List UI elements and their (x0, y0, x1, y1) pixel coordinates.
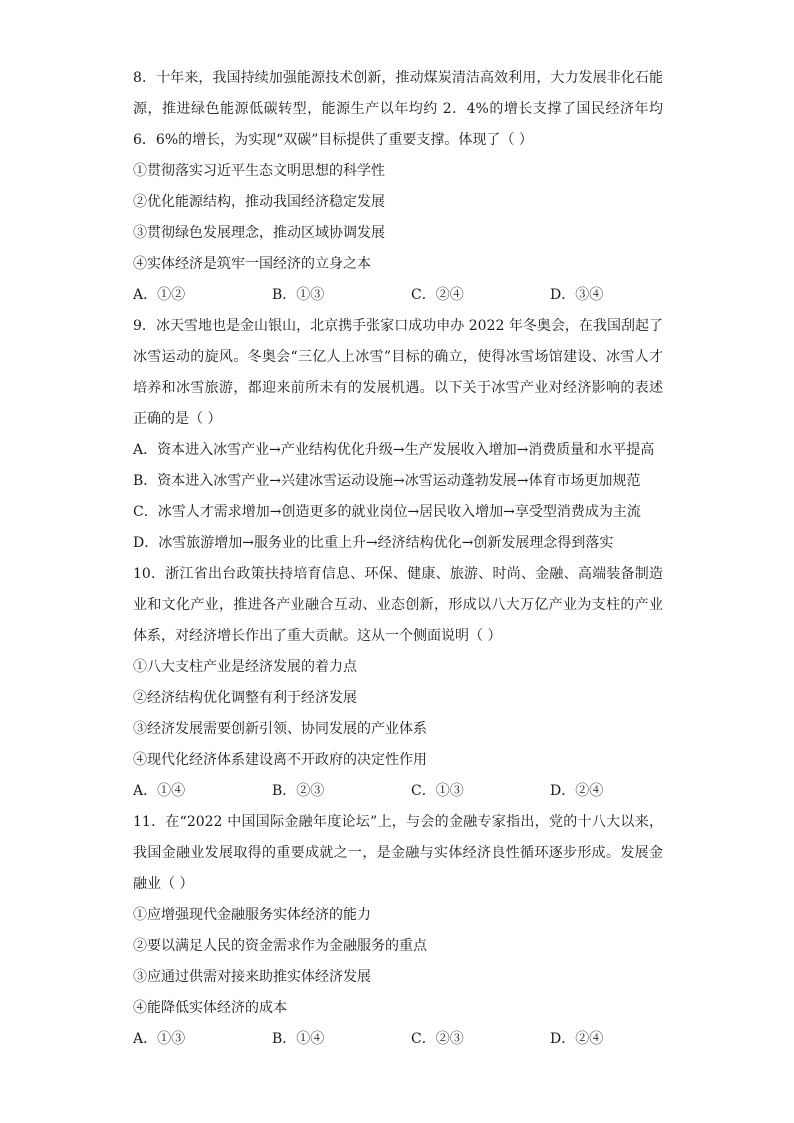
question-8-statement-3: ③贯彻绿色发展理念，推动区域协调发展 (133, 225, 385, 241)
question-10-choice-a: A．①④ (133, 783, 186, 799)
question-10-stem: 10．浙江省出台政策扶持培育信息、环保、健康、旅游、时尚、金融、高端装备制造业和文化产业，推进各产业融合互动、业态创新，形成以八大万亿产业为支柱的产业体系，对经济增长作出了重大贡献。这从一个侧面说明（ ） (133, 566, 663, 644)
question-8-choice-a: A．①② (133, 287, 186, 303)
question-11-choice-a: A．①③ (133, 1031, 186, 1047)
question-10-choice-d: D．②④ (550, 783, 604, 799)
question-8-choice-c: C．②④ (411, 287, 464, 303)
question-8-choice-b: B．①③ (272, 287, 325, 303)
question-11-statement-4: ④能降低实体经济的成本 (133, 1000, 287, 1016)
question-10-statement-2: ②经济结构优化调整有利于经济发展 (133, 690, 357, 706)
question-11-choice-c: C．②③ (411, 1031, 464, 1047)
question-10 (133, 559, 663, 807)
question-9-stem: 9．冰天雪地也是金山银山，北京携手张家口成功申办 2022 年冬奥会，在我国刮起了冰雪运动的旋风。冬奥会“三亿人上冰雪”目标的确立，使得冰雪场馆建设、冰雪人才培养和冰雪旅游，都迎来前所未有的发展机遇。以下关于冰雪产业对经济影响的表述正确的是（ ） (133, 318, 663, 427)
question-10-choice-c: C．①③ (411, 783, 464, 799)
question-9 (133, 311, 663, 559)
question-10-choices (133, 776, 663, 807)
question-9-option-d: D．冰雪旅游增加→服务业的比重上升→经济结构优化→创新发展理念得到落实 (133, 535, 614, 551)
question-11-stem: 11．在“2022 中国国际金融年度论坛”上，与会的金融专家指出，党的十八大以来，我国金融业发展取得的重要成就之一，是金融与实体经济良性循环逐步形成。发展金融业（ ） (133, 814, 663, 892)
question-11-statement-1: ①应增强现代金融服务实体经济的能力 (133, 907, 371, 923)
question-9-option-c: C．冰雪人才需求增加→创造更多的就业岗位→居民收入增加→享受型消费成为主流 (133, 504, 641, 520)
question-11-choice-b: B．①④ (272, 1031, 325, 1047)
question-8-statement-2: ②优化能源结构，推动我国经济稳定发展 (133, 194, 385, 210)
question-8 (133, 63, 663, 311)
question-9-option-a: A．资本进入冰雪产业→产业结构优化升级→生产发展收入增加→消费质量和水平提高 (133, 442, 655, 458)
question-11-choices (133, 1024, 663, 1055)
question-11-statement-2: ②要以满足人民的资金需求作为金融服务的重点 (133, 938, 427, 954)
question-8-choice-d: D．③④ (550, 287, 604, 303)
question-9-option-b: B．资本进入冰雪产业→兴建冰雪运动设施→冰雪运动蓬勃发展→体育市场更加规范 (133, 473, 641, 489)
question-10-statement-4: ④现代化经济体系建设离不开政府的决定性作用 (133, 752, 427, 768)
exam-page (133, 63, 663, 1055)
question-8-statement-1: ①贯彻落实习近平生态文明思想的科学性 (133, 163, 385, 179)
question-8-statement-4: ④实体经济是筑牢一国经济的立身之本 (133, 256, 371, 272)
question-10-choice-b: B．②③ (272, 783, 325, 799)
question-11 (133, 807, 663, 1055)
question-11-statement-3: ③应通过供需对接来助推实体经济发展 (133, 969, 371, 985)
question-11-choice-d: D．②④ (550, 1031, 604, 1047)
question-10-statement-1: ①八大支柱产业是经济发展的着力点 (133, 659, 357, 675)
question-10-statement-3: ③经济发展需要创新引领、协同发展的产业体系 (133, 721, 427, 737)
question-8-choices (133, 280, 663, 311)
question-8-stem: 8．十年来，我国持续加强能源技术创新，推动煤炭清洁高效利用，大力发展非化石能源，推进绿色能源低碳转型，能源生产以年均约 2．4%的增长支撑了国民经济年均 6．6%的增长，为实现“双碳”目标提供了重要支撑。体现了（ ） (133, 70, 663, 148)
